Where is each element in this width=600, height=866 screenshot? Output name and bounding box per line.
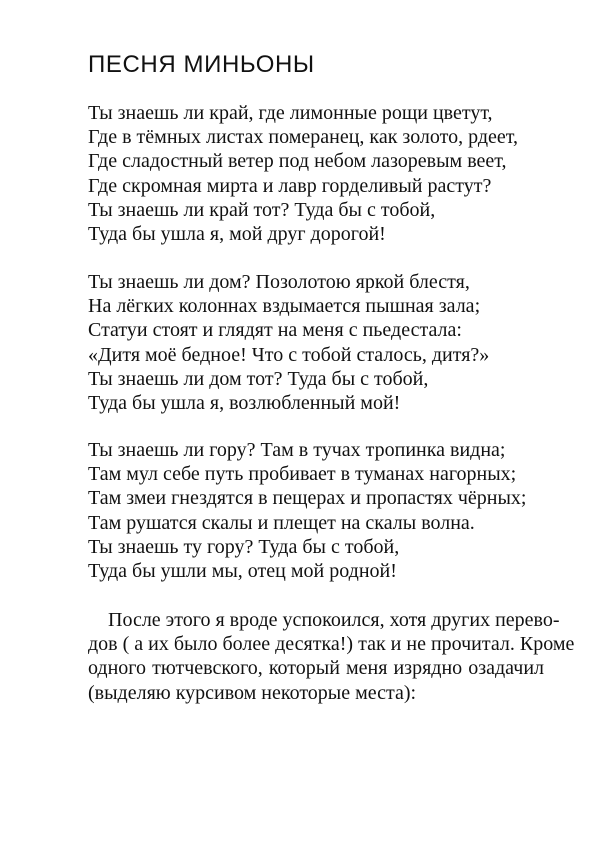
poem-line: Ты знаешь ли гору? Там в тучах тропинка видна; [88,439,506,461]
poem-line: Туда бы ушла я, возлюбленный мой! [88,392,401,415]
paragraph-line: дов ( а их было более десятка!) так и не прочитал. Кроме [88,633,575,656]
poem-line: Там мул себе путь пробивает в туманах нагорных; [88,463,517,486]
paragraph-line: После этого я вроде успокоился, хотя других перево- [108,609,560,631]
poem-stanza-2 [88,270,568,415]
paragraph-line: (выделяю курсивом некоторые места): [88,681,417,704]
poem-stanza-3 [88,438,568,583]
poem-line: Ты знаешь ли край, где лимонные рощи цветут, [88,102,493,124]
poem-line: Ты знаешь ли дом тот? Туда бы с тобой, [88,367,429,390]
poem-line: Там рушатся скалы и плещет на скалы волна. [88,511,475,534]
poem-title: ПЕСНЯ МИНЬОНЫ [88,51,315,78]
poem-line: Ты знаешь ли край тот? Туда бы с тобой, [88,198,436,221]
poem-line: «Дитя моё бедное! Что с тобой сталось, дитя?» [88,343,490,366]
poem-line: Где в тёмных листах померанец, как золото, рдеет, [88,126,519,149]
poem-line: Там змеи гнездятся в пещерах и пропастях чёрных; [88,487,527,510]
poem-line: На лёгких колоннах вздымается пышная зала; [88,295,481,318]
poem-line: Ты знаешь ли дом? Позолотою яркой блестя, [88,271,470,293]
poem-line: Ты знаешь ту гору? Туда бы с тобой, [88,535,400,558]
body-paragraph [88,608,575,705]
poem-line: Где скромная мирта и лавр горделивый растут? [88,174,492,197]
poem-line: Где сладостный ветер под небом лазоревым веет, [88,150,507,173]
poem-line: Статуи стоят и глядят на меня с пьедестала: [88,319,462,342]
paragraph-line: одного тютчевского, который меня изрядно озадачил [88,657,544,680]
poem-line: Туда бы ушла я, мой друг дорогой! [88,223,386,246]
poem-line: Туда бы ушли мы, отец мой родной! [88,560,397,583]
poem-stanza-1 [88,101,568,246]
